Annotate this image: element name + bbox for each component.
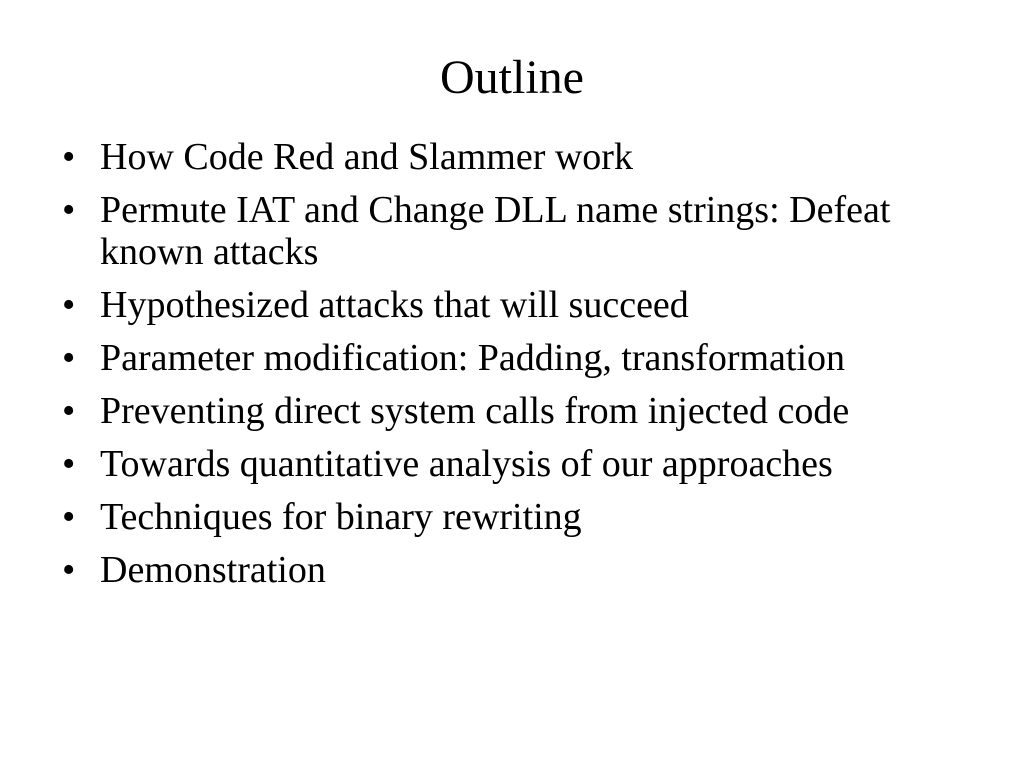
bullet-item-code-red-slammer: [62, 136, 962, 178]
bullet-item-binary-rewriting: [62, 496, 962, 538]
bullet-icon: •: [62, 284, 76, 326]
bullet-item-demonstration: [62, 549, 962, 591]
bullet-text: Demonstration: [100, 549, 326, 591]
bullet-icon: •: [62, 390, 76, 432]
bullet-icon: •: [62, 443, 76, 485]
bullet-icon: •: [62, 549, 76, 591]
bullet-icon: •: [62, 496, 76, 538]
bullet-list: [62, 136, 962, 602]
bullet-item-permute-iat: [62, 189, 962, 273]
slide-title: Outline: [440, 51, 584, 104]
bullet-icon: •: [62, 337, 76, 379]
bullet-text: Permute IAT and Change DLL name strings: Defeat known attacks: [100, 189, 891, 273]
bullet-icon: •: [62, 136, 76, 178]
bullet-item-preventing-system-calls: [62, 390, 962, 432]
bullet-icon: •: [62, 189, 76, 231]
bullet-item-quantitative-analysis: [62, 443, 962, 485]
bullet-text: Preventing direct system calls from injected code: [100, 390, 850, 432]
bullet-text: Towards quantitative analysis of our approaches: [100, 443, 833, 485]
bullet-item-parameter-modification: [62, 337, 962, 379]
bullet-text: Hypothesized attacks that will succeed: [100, 284, 689, 326]
bullet-text: How Code Red and Slammer work: [100, 136, 633, 178]
bullet-item-hypothesized-attacks: [62, 284, 962, 326]
bullet-text: Parameter modification: Padding, transformation: [100, 337, 846, 379]
bullet-text: Techniques for binary rewriting: [100, 496, 582, 538]
